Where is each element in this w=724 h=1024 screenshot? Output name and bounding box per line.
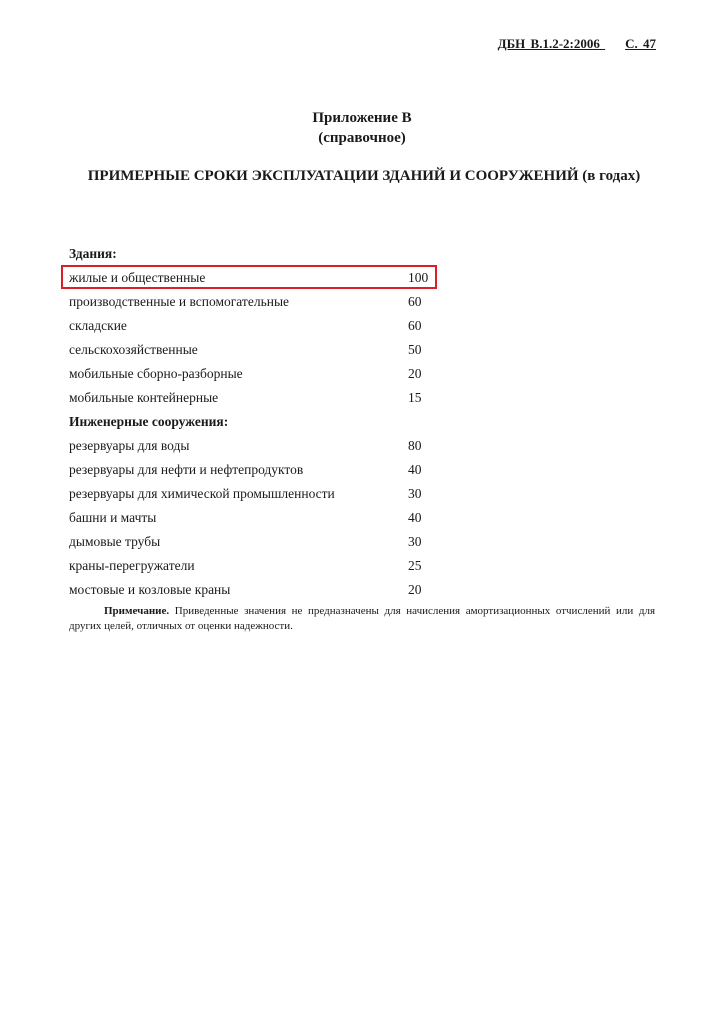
row-value: 30	[408, 486, 422, 501]
row-label: краны-перегружатели	[69, 558, 195, 573]
page-header	[498, 36, 656, 52]
table-row	[69, 578, 449, 602]
table-row	[69, 362, 449, 386]
row-value: 100	[408, 270, 429, 285]
table-row	[69, 506, 449, 530]
row-value: 40	[408, 510, 422, 525]
row-value: 20	[408, 582, 422, 597]
row-label: мобильные сборно-разборные	[69, 366, 243, 381]
table-row	[69, 290, 449, 314]
row-label: складские	[69, 318, 127, 333]
row-label: резервуары для воды	[69, 438, 190, 453]
row-label: дымовые трубы	[69, 534, 161, 549]
main-title: ПРИМЕРНЫЕ СРОКИ ЭКСПЛУАТАЦИИ ЗДАНИЙ И СООРУЖЕНИЙ (в годах)	[87, 168, 641, 184]
row-label: производственные и вспомогательные	[69, 294, 290, 309]
section-heading-buildings: Здания:	[69, 246, 117, 261]
table-row	[69, 266, 449, 290]
row-value: 50	[408, 342, 422, 357]
row-label: резервуары для химической промышленности	[69, 486, 335, 501]
row-label: сельскохозяйственные	[69, 342, 198, 357]
appendix-title: Приложение В	[312, 110, 412, 126]
row-label: башни и мачты	[69, 510, 157, 525]
row-value: 25	[408, 558, 422, 573]
appendix-subtitle: (справочное)	[318, 130, 406, 146]
row-value: 40	[408, 462, 422, 477]
table-row	[69, 458, 449, 482]
note-label: Примечание.	[104, 605, 170, 617]
section-heading-engineering-structures: Инженерные сооружения:	[69, 414, 229, 429]
document-code: ДБН В.1.2-2:2006	[497, 36, 600, 51]
row-value: 60	[408, 294, 422, 309]
row-value: 60	[408, 318, 422, 333]
row-value: 80	[408, 438, 422, 453]
row-value: 15	[408, 390, 422, 405]
row-value: 30	[408, 534, 422, 549]
table-row	[69, 386, 449, 410]
row-label: резервуары для нефти и нефтепродуктов	[69, 462, 304, 477]
service-life-table	[69, 242, 449, 602]
table-row	[69, 530, 449, 554]
table-row	[69, 482, 449, 506]
table-row	[69, 434, 449, 458]
table-row	[69, 338, 449, 362]
appendix-heading	[0, 108, 724, 148]
footnote	[69, 604, 655, 634]
note-text: Приведенные значения не предназначены для начисления амортизационных отчислений или для других целей, отличных от оценки надежности.	[69, 605, 655, 632]
page-number: С. 47	[625, 36, 656, 51]
row-label: мостовые и козловые краны	[69, 582, 231, 597]
row-label: мобильные контейнерные	[69, 390, 219, 405]
row-value: 20	[408, 366, 422, 381]
row-label: жилые и общественные	[69, 270, 206, 285]
table-row	[69, 554, 449, 578]
table-row	[69, 314, 449, 338]
